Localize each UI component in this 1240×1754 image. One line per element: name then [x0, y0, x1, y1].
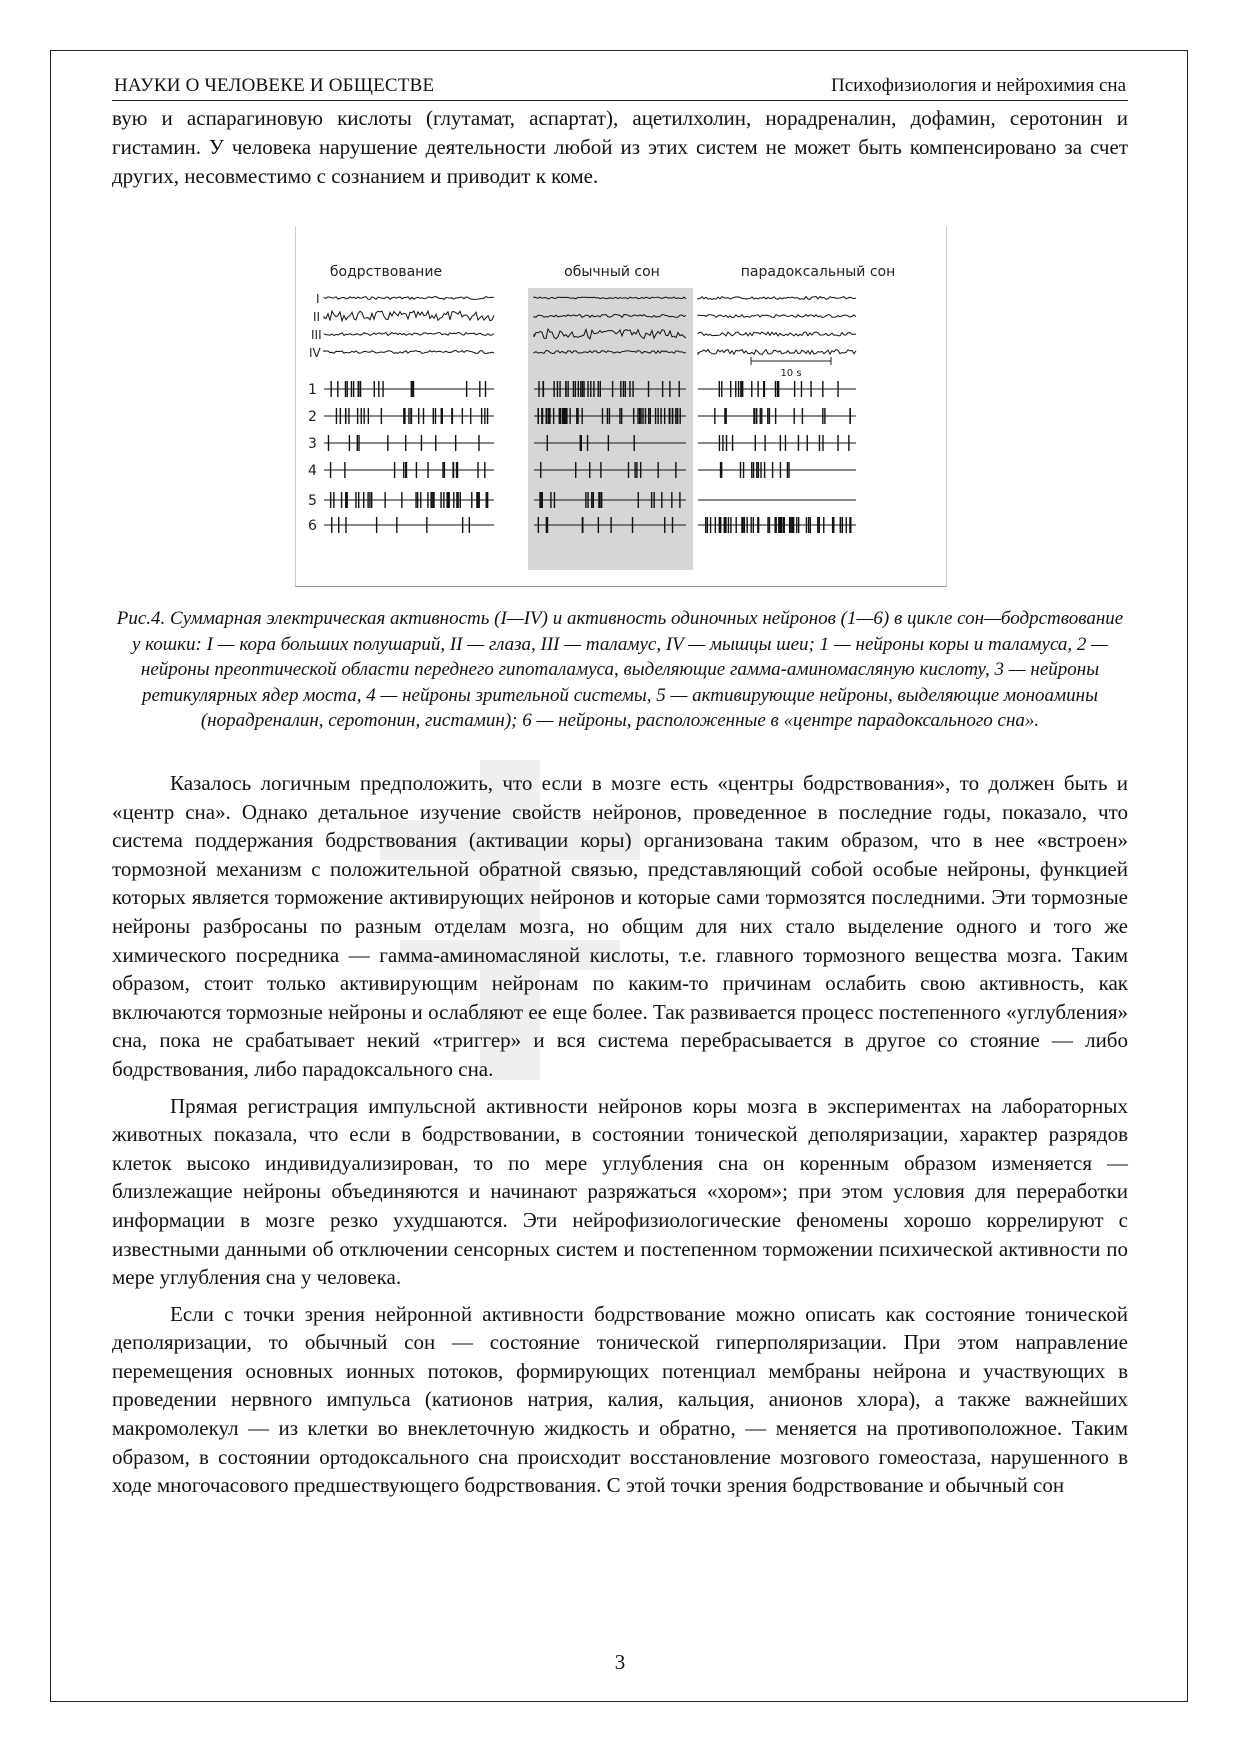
- eeg-label-1: I: [316, 292, 320, 306]
- intro-text: [112, 104, 1128, 191]
- eeg-trace: [324, 351, 494, 354]
- paragraph-1: Казалось логичным предположить, что если в мозге есть «центры бодрствования», то должен быть и «центр сна». Однако детальное изучение свойств нейронов, проведенное в последние годы, показало, что система поддержания бодрствования (активации коры) организована таким образом, что в нее «встроен» тормозной механизм с положительной обратной связью, представляющий собой особые нейроны, функцией которых является торможение активирующих нейронов и которые сами тормозятся последними. Эти тормозные нейроны разбросаны по разным отделам мозга, но общим для них стало выделение одного и того же химического посредника — гамма-аминомасляной кислоты, т.е. главного тормозного вещества мозга. Таким образом, стоит только активирующим нейронам по каким-то причинам ослабить свою активность, как включаются тормозные нейроны и ослабляют ее еще более. Так развивается процесс постепенного «углубления» сна, пока не срабатывает некий «триггер» и вся система перебрасывается в другое со стояние — либо бодрствования, либо парадоксального сна.: [112, 771, 1128, 1081]
- panel-title-paradoxical-sleep: парадоксальный сон: [740, 264, 896, 280]
- scale-label: 10 s: [780, 368, 802, 379]
- eeg-label-2: II: [313, 310, 321, 324]
- figure-svg: [296, 226, 946, 586]
- eeg-trace: [698, 332, 856, 336]
- running-header: [112, 72, 1128, 101]
- eeg-trace: [698, 315, 856, 318]
- panel-title-wake: бодрствование: [329, 264, 443, 280]
- eeg-label-3: III: [311, 328, 322, 342]
- paragraph-3: Если с точки зрения нейронной активности бодрствование можно описать как состояние тонической деполяризации, то обычный сон — состояние тонической гиперполяризации. При этом направление перемещения основных ионных потоков, формирующих потенциал мембраны нейрона и участвующих в проведении нервного импульса (катионов натрия, калия, кальция, анионов хлора), а также важнейших макромолекул — из клетки во внеклеточную жидкость и обратно, — меняется на противоположное. Таким образом, в состоянии ортодоксального сна происходит восстановление мозгового гомеостаза, нарушенного в ходе многочасового предшествующего бодрствования. С этой точки зрения бодрствование и обычный сон: [112, 1301, 1128, 1498]
- neuron-label-1: 1: [308, 382, 317, 398]
- body-text: [112, 769, 1128, 1500]
- header-section-title: НАУКИ О ЧЕЛОВЕКЕ И ОБЩЕСТВЕ: [114, 75, 435, 96]
- figure-caption: Рис.4. Суммарная электрическая активность (I—IV) и активность одиночных нейронов (1—6) в цикле сон—бодрствование у кошки: I — кора больших полушарий, II — глаза, III — таламус, IV — мышцы шеи; 1 — нейроны коры и таламуса, 2 — нейроны преоптической области переднего гипоталамуса, выделяющие гамма-аминомасляную кислоту, 3 — нейроны ретикулярных ядер моста, 4 — нейроны зрительной системы, 5 — активирующие нейроны, выделяющие моноамины (норадреналин, серотонин, гистамин); 6 — нейроны, расположенные в «центре парадоксального сна».: [116, 608, 1124, 732]
- eeg-trace: [324, 333, 494, 336]
- neuron-label-6: 6: [308, 518, 317, 534]
- eeg-trace: [698, 350, 856, 355]
- header-article-title: Психофизиология и нейрохимия сна: [830, 75, 1126, 96]
- figure-neuron-activity: [295, 226, 947, 587]
- eeg-trace: [324, 297, 494, 300]
- neuron-label-5: 5: [308, 493, 317, 509]
- eeg-trace: [324, 311, 494, 321]
- neuron-label-2: 2: [308, 409, 317, 425]
- intro-paragraph: вую и аспарагиновую кислоты (глутамат, аспартат), ацетилхолин, норадреналин, дофамин, серотонин и гистамин. У человека нарушение деятельности любой из этих систем не может быть компенсировано за счет других, несовместимо с сознанием и приводит к коме.: [112, 106, 1128, 188]
- neuron-label-4: 4: [308, 463, 317, 479]
- neuron-label-3: 3: [308, 436, 317, 452]
- page-number: 3: [614, 1650, 626, 1674]
- panel-title-slow-sleep: обычный сон: [564, 264, 660, 280]
- eeg-label-4: IV: [309, 346, 321, 360]
- paragraph-2: Прямая регистрация импульсной активности нейронов коры мозга в экспериментах на лабораторных животных показала, что если в бодрствовании, в состоянии тонической деполяризации, характер разрядов клеток высоко индивидуализирован, то по мере углубления сна он коренным образом изменяется — близлежащие нейроны объединяются и начинают разряжаться «хором»; при этом условия для переработки информации в мозге резко ухудшаются. Эти нейрофизиологические феномены хорошо коррелируют с известными данными об отключении сенсорных систем и постепенном торможении психической активности по мере углубления сна у человека.: [112, 1093, 1128, 1290]
- eeg-trace: [698, 297, 856, 300]
